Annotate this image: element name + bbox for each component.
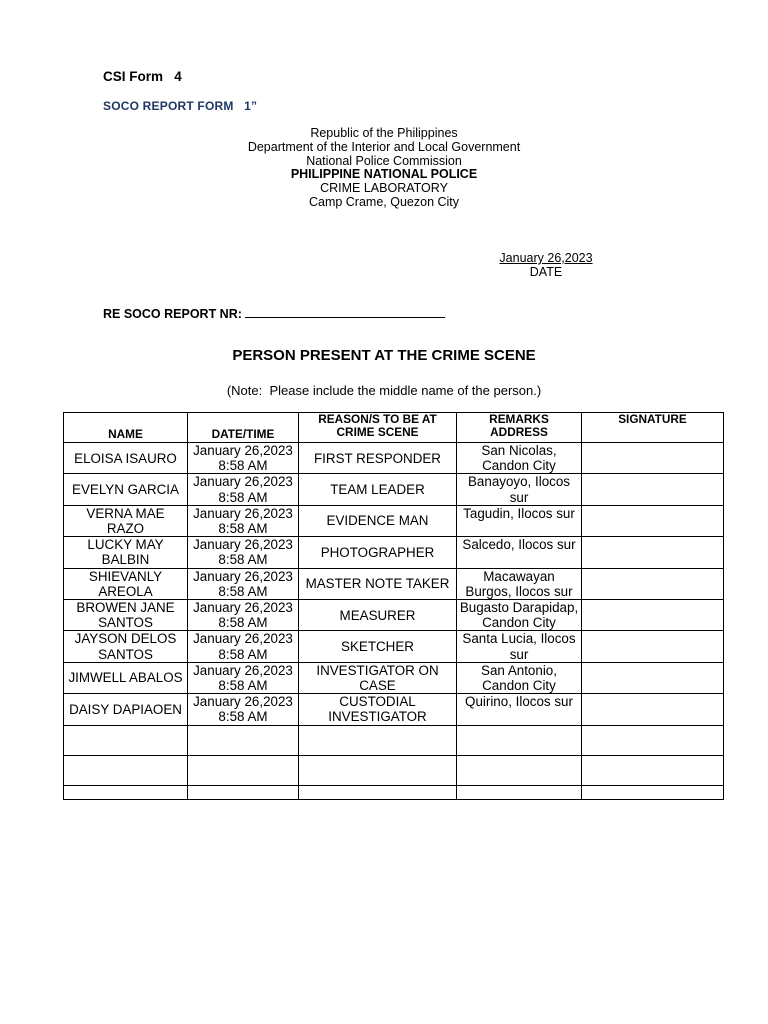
header-reason: REASON/S TO BE AT CRIME SCENE: [299, 413, 457, 443]
cell-datetime[interactable]: [188, 725, 299, 755]
persons-present-table: [63, 412, 724, 800]
letterhead-commission: National Police Commission: [306, 153, 462, 168]
cell-reason[interactable]: [299, 785, 457, 799]
cell-signature[interactable]: [582, 785, 724, 799]
cell-reason: CUSTODIAL INVESTIGATOR: [299, 694, 457, 725]
cell-remarks: San Nicolas, Candon City: [457, 443, 582, 474]
table-row: [64, 443, 724, 474]
cell-datetime: January 26,2023 8:58 AM: [188, 443, 299, 474]
cell-remarks: Quirino, Ilocos sur: [457, 694, 582, 725]
letterhead-department: Department of the Interior and Local Government: [247, 139, 521, 154]
date-label: DATE: [529, 265, 563, 279]
cell-reason: MASTER NOTE TAKER: [299, 568, 457, 599]
cell-remarks[interactable]: [457, 785, 582, 799]
cell-name: LUCKY MAY BALBIN: [64, 537, 188, 568]
date-block: [486, 251, 606, 279]
re-soco-label: RE SOCO REPORT NR:: [103, 307, 242, 321]
cell-name: BROWEN JANE SANTOS: [64, 600, 188, 631]
cell-remarks: Santa Lucia, Ilocos sur: [457, 631, 582, 662]
table-row: [64, 694, 724, 725]
cell-remarks[interactable]: [457, 725, 582, 755]
letterhead-agency: PHILIPPINE NATIONAL POLICE: [290, 167, 478, 182]
re-soco-report-line: [103, 306, 445, 321]
cell-reason: SKETCHER: [299, 631, 457, 662]
header-remarks: REMARKS ADDRESS: [457, 413, 582, 443]
cell-reason[interactable]: [299, 725, 457, 755]
table-header-row: [64, 413, 724, 443]
cell-signature[interactable]: [582, 694, 724, 725]
cell-datetime: January 26,2023 8:58 AM: [188, 537, 299, 568]
re-soco-number-field[interactable]: [245, 306, 445, 318]
header-name: NAME: [64, 413, 188, 443]
cell-remarks: San Antonio, Candon City: [457, 662, 582, 693]
cell-name[interactable]: [64, 755, 188, 785]
cell-name: JIMWELL ABALOS: [64, 662, 188, 693]
cell-remarks: Bugasto Darapidap, Candon City: [457, 600, 582, 631]
header-datetime: DATE/TIME: [188, 413, 299, 443]
cell-datetime[interactable]: [188, 785, 299, 799]
table-row: [64, 568, 724, 599]
table-row: [64, 600, 724, 631]
form-number: CSI Form 4: [103, 69, 182, 84]
cell-datetime: January 26,2023 8:58 AM: [188, 662, 299, 693]
cell-signature[interactable]: [582, 443, 724, 474]
table-row-empty: [64, 755, 724, 785]
letterhead-unit: CRIME LABORATORY: [320, 181, 448, 196]
cell-reason: INVESTIGATOR ON CASE: [299, 662, 457, 693]
cell-reason: PHOTOGRAPHER: [299, 537, 457, 568]
cell-reason[interactable]: [299, 755, 457, 785]
cell-signature[interactable]: [582, 600, 724, 631]
table-row: [64, 505, 724, 536]
cell-remarks: Macawayan Burgos, Ilocos sur: [457, 568, 582, 599]
cell-remarks: Banayoyo, Ilocos sur: [457, 474, 582, 505]
cell-name: SHIEVANLY AREOLA: [64, 568, 188, 599]
cell-datetime: January 26,2023 8:58 AM: [188, 631, 299, 662]
cell-signature[interactable]: [582, 537, 724, 568]
cell-datetime: January 26,2023 8:58 AM: [188, 568, 299, 599]
cell-datetime: January 26,2023 8:58 AM: [188, 694, 299, 725]
header-signature: SIGNATURE: [582, 413, 724, 443]
cell-reason: FIRST RESPONDER: [299, 443, 457, 474]
cell-signature[interactable]: [582, 725, 724, 755]
table-row: [64, 631, 724, 662]
cell-reason: EVIDENCE MAN: [299, 505, 457, 536]
cell-name: JAYSON DELOS SANTOS: [64, 631, 188, 662]
cell-datetime: January 26,2023 8:58 AM: [188, 600, 299, 631]
letterhead: [0, 127, 768, 210]
cell-datetime: January 26,2023 8:58 AM: [188, 474, 299, 505]
cell-name: EVELYN GARCIA: [64, 474, 188, 505]
cell-name: ELOISA ISAURO: [64, 443, 188, 474]
cell-datetime[interactable]: [188, 755, 299, 785]
table-row: [64, 537, 724, 568]
cell-reason: MEASURER: [299, 600, 457, 631]
table-row: [64, 474, 724, 505]
cell-remarks: Tagudin, Ilocos sur: [457, 505, 582, 536]
table-row: [64, 662, 724, 693]
table-row-empty: [64, 725, 724, 755]
letterhead-republic: Republic of the Philippines: [310, 126, 458, 140]
letterhead-location: Camp Crame, Quezon City: [308, 194, 460, 209]
cell-name[interactable]: [64, 785, 188, 799]
cell-signature[interactable]: [582, 568, 724, 599]
cell-name: DAISY DAPIAOEN: [64, 694, 188, 725]
date-value: January 26,2023: [499, 251, 593, 265]
cell-name: VERNA MAE RAZO: [64, 505, 188, 536]
cell-remarks[interactable]: [457, 755, 582, 785]
cell-signature[interactable]: [582, 631, 724, 662]
cell-datetime: January 26,2023 8:58 AM: [188, 505, 299, 536]
report-form-title: SOCO REPORT FORM 1”: [103, 99, 258, 113]
cell-signature[interactable]: [582, 505, 724, 536]
table-row-empty: [64, 785, 724, 799]
section-title: PERSON PRESENT AT THE CRIME SCENE: [232, 347, 536, 364]
cell-signature[interactable]: [582, 662, 724, 693]
cell-signature[interactable]: [582, 755, 724, 785]
section-note: (Note: Please include the middle name of the person.): [226, 383, 542, 398]
cell-signature[interactable]: [582, 474, 724, 505]
cell-reason: TEAM LEADER: [299, 474, 457, 505]
cell-name[interactable]: [64, 725, 188, 755]
cell-remarks: Salcedo, Ilocos sur: [457, 537, 582, 568]
